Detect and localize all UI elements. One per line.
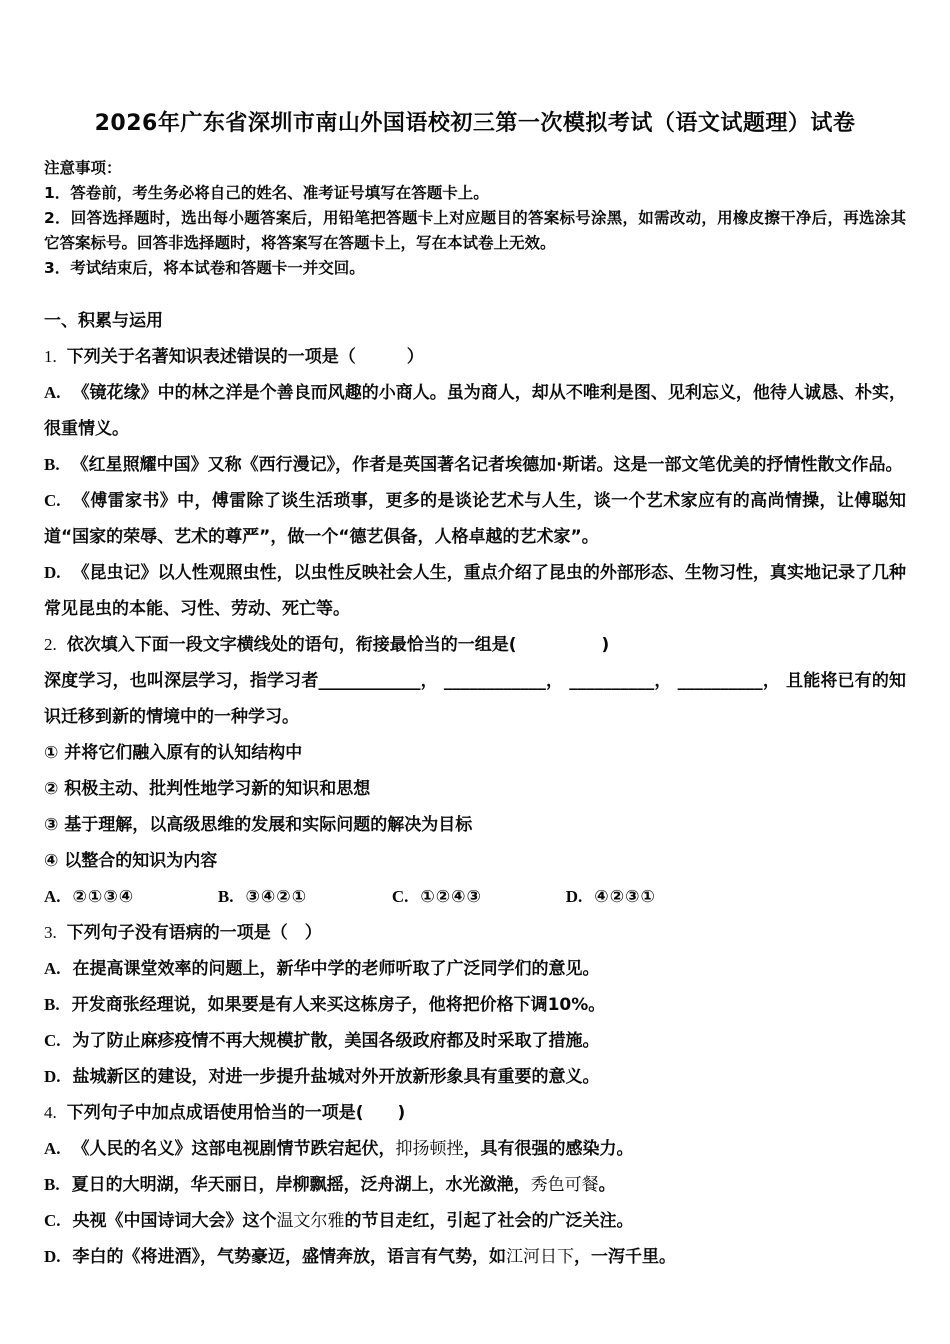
exam-body (44, 303, 906, 1275)
option-label: B. (44, 1175, 60, 1194)
option-text-pre: 夏日的大明湖，华天丽日，岸柳飘摇，泛舟湖上，水光潋滟， (71, 1175, 531, 1195)
option-text-pre: 李白的《将进酒》，气势豪迈，盛情奔放，语言有气势，如 (72, 1247, 507, 1267)
option-text: 《镜花缘》中的林之洋是个善良而风趣的小商人。虽为商人，却从不唯利是图、见利忘义，他待人诚恳、朴实，很重情义。 (44, 383, 906, 439)
option-text: 《红星照耀中国》又称《西行漫记》，作者是英国著名记者埃德加·斯诺。这是一部文笔优美的抒情性散文作品。 (71, 455, 903, 475)
question-2-option-a (44, 879, 212, 915)
question-4-option-b (44, 1167, 906, 1203)
notice-item: 1．答卷前，考生务必将自己的姓名、准考证号填写在答题卡上。 (44, 184, 489, 202)
option-label: A. (44, 1139, 61, 1158)
option-label: B. (44, 995, 60, 1014)
option-label: D. (44, 1247, 61, 1266)
question-2-text: 依次填入下面一段文字横线处的语句，衔接最恰当的一组是( ) (66, 635, 610, 655)
option-text: ②①③④ (72, 887, 135, 907)
question-4-stem (44, 1095, 906, 1131)
option-text: 在提高课堂效率的问题上，新华中学的老师听取了广泛同学们的意见。 (72, 959, 600, 979)
option-label: A. (44, 959, 61, 978)
question-1-option-d (44, 555, 906, 627)
option-text: 《昆虫记》以人性观照虫性，以虫性反映社会人生，重点介绍了昆虫的外部形态、生物习性，真实地记录了几种常见昆虫的本能、习性、劳动、死亡等。 (44, 563, 906, 619)
option-label: C. (44, 1031, 61, 1050)
option-label: C. (391, 887, 409, 906)
question-4-option-d (44, 1239, 906, 1275)
question-4-option-c (44, 1203, 906, 1239)
option-text-post: ，具有很强的感染力。 (463, 1139, 634, 1159)
option-idiom: 秀色可餐 (530, 1175, 599, 1195)
option-label: A. (44, 887, 61, 906)
option-label: D. (44, 1067, 61, 1086)
question-2-choices-row (44, 879, 906, 915)
question-2-option-c (392, 879, 560, 915)
question-4-number: 4. (44, 1103, 57, 1122)
option-text-pre: 央视《中国诗词大会》这个 (72, 1211, 277, 1231)
question-3-option-b (44, 987, 906, 1023)
question-3-number: 3. (44, 923, 57, 942)
option-text: ③④②① (245, 887, 308, 907)
question-2-item-1: ① 并将它们融入原有的认知结构中 (44, 743, 303, 763)
section-heading: 一、积累与运用 (44, 311, 163, 331)
option-label: C. (44, 1211, 61, 1230)
question-1-stem (44, 339, 906, 375)
option-text-post: 。 (598, 1175, 616, 1195)
option-idiom: 抑扬顿挫 (395, 1139, 464, 1159)
question-3-option-d (44, 1059, 906, 1095)
question-2-number: 2. (44, 635, 57, 654)
question-2-passage: 深度学习，也叫深层学习，指学习者____________， ____________， __________， __________， 且能将已有的知识迁移到新的情境中的一种学习。 (44, 671, 906, 727)
notice-section (44, 156, 906, 281)
option-idiom: 江河日下 (506, 1247, 575, 1267)
notice-item: 3．考试结束后，将本试卷和答题卡一并交回。 (44, 259, 365, 277)
question-4-text: 下列句子中加点成语使用恰当的一项是( ) (66, 1103, 406, 1123)
question-4-option-a (44, 1131, 906, 1167)
question-2-stem (44, 627, 906, 663)
option-text: ④②③① (594, 887, 656, 907)
question-1-option-a (44, 375, 906, 447)
option-idiom: 温文尔雅 (276, 1211, 345, 1231)
question-3-option-a (44, 951, 906, 987)
question-2-item-2: ② 积极主动、批判性地学习新的知识和思想 (44, 779, 371, 799)
option-text: ①②④③ (420, 887, 482, 907)
question-2-item-3: ③ 基于理解，以高级思维的发展和实际问题的解决为目标 (44, 815, 473, 835)
option-text: 为了防止麻疹疫情不再大规模扩散，美国各级政府都及时采取了措施。 (72, 1031, 600, 1051)
question-2-item-4: ④ 以整合的知识为内容 (44, 851, 218, 871)
option-label: D. (565, 887, 583, 906)
option-text: 盐城新区的建设，对进一步提升盐城对外开放新形象具有重要的意义。 (72, 1067, 600, 1087)
question-1-text: 下列关于名著知识表述错误的一项是（ ） (66, 347, 424, 367)
question-1-option-c (44, 483, 906, 555)
option-text-pre: 《人民的名义》这部电视剧情节跌宕起伏， (72, 1139, 396, 1159)
question-2-option-d (566, 879, 656, 915)
notice-heading: 注意事项： (44, 159, 122, 177)
option-label: B. (44, 455, 60, 474)
question-3-text: 下列句子没有语病的一项是（ ） (66, 923, 322, 943)
question-3-stem (44, 915, 906, 951)
notice-item: 2．回答选择题时，选出每小题答案后，用铅笔把答题卡上对应题目的答案标号涂黑，如需改动，用橡皮擦干净后，再选涂其它答案标号。回答非选择题时，将答案写在答题卡上，写在本试卷上无效。 (44, 209, 906, 252)
option-text: 《傅雷家书》中，傅雷除了谈生活琐事，更多的是谈论艺术与人生，谈一个艺术家应有的高尚情操，让傅聪知道“国家的荣辱、艺术的尊严”，做一个“德艺俱备，人格卓越的艺术家”。 (44, 491, 906, 547)
option-label: C. (44, 491, 61, 510)
option-label: A. (44, 383, 61, 402)
option-label: D. (44, 563, 61, 582)
option-text: 开发商张经理说，如果要是有人来买这栋房子，他将把价格下调10%。 (71, 995, 606, 1015)
option-text-post: 的节目走红，引起了社会的广泛关注。 (344, 1211, 634, 1231)
question-1-number: 1. (44, 347, 57, 366)
question-2-option-b (218, 879, 386, 915)
option-text-post: ，一泻千里。 (574, 1247, 677, 1267)
option-label: B. (217, 887, 234, 906)
question-1-option-b (44, 447, 906, 483)
question-3-option-c (44, 1023, 906, 1059)
page-title: 2026年广东省深圳市南山外国语校初三第一次模拟考试（语文试题理）试卷 (94, 111, 856, 136)
